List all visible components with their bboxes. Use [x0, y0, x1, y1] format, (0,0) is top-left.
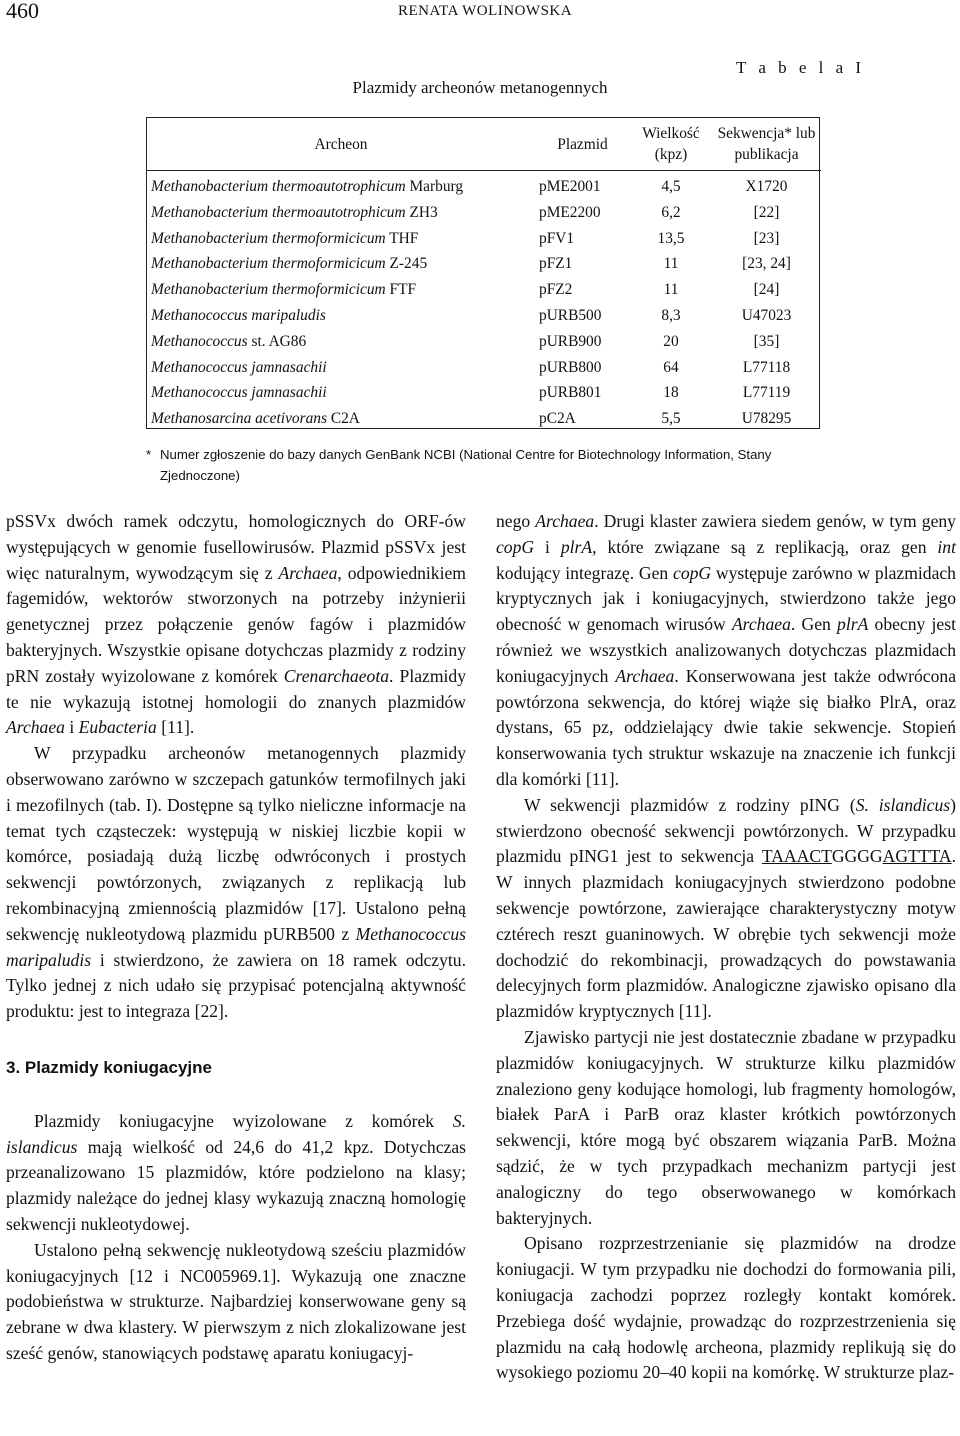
cell-size: 18 [663, 384, 679, 402]
strain-name: C2A [330, 410, 360, 428]
cell-archeon [147, 171, 535, 200]
cell-size: 6,2 [661, 203, 681, 221]
cell-reference: X1720 [745, 178, 788, 195]
table-header-row [147, 118, 821, 171]
header-size [630, 118, 712, 171]
right-paragraph-4: Opisano rozprzestrzenianie się plazmidów na drodze koniugacji. W tym przypadku nie dochodzi do formowania pili, koniugacja zachodzi poprzez rozległy kontakt komórek. Przebiega dość wydajnie, prowadząc do rozprzestrzenienia się plazmidu na całą hodowlę archeona, plazmidy replikują się do wysokiego poziomu 20–40 kopii na komórkę. W strukturze plaz- [496, 1233, 956, 1383]
organism-name: Methanosarcina acetivorans [151, 410, 327, 428]
table-row [147, 251, 821, 277]
cell-reference: [35] [753, 332, 780, 350]
organism-name: Methanococcus jamnasachii [151, 384, 327, 402]
header-archeon: Archeon [314, 135, 368, 153]
cell-size: 8,3 [661, 306, 681, 324]
cell-size: 64 [663, 358, 679, 376]
table-body [147, 171, 821, 432]
footnote-text: Numer zgłoszenie do bazy danych GenBank NCBI (National Centre for Biotechnology Information, Stany Zjednoczone) [160, 447, 772, 483]
table-row [147, 406, 821, 432]
cell-plazmid: pURB900 [539, 332, 602, 350]
cell-plazmid: pC2A [539, 410, 576, 428]
header-reference-text: Sekwencja* lub publikacja [717, 125, 816, 163]
strain-name: THF [389, 229, 419, 247]
table-row [147, 277, 821, 303]
organism-name: Methanobacterium thermoautotrophicum [151, 203, 406, 221]
table-row [147, 355, 821, 381]
cell-size: 5,5 [661, 410, 681, 428]
plasmid-table-grid [147, 118, 821, 432]
header-size-text: Wielkość (kpz) [642, 125, 700, 163]
cell-size: 20 [663, 332, 679, 350]
cell-size: 11 [663, 281, 679, 299]
cell-archeon [147, 406, 535, 432]
cell-archeon [147, 251, 535, 277]
cell-archeon [147, 380, 535, 406]
cell-plazmid: pFZ1 [539, 255, 573, 273]
plasmid-table [146, 117, 820, 429]
cell-size: 4,5 [661, 178, 681, 195]
running-head-author: RENATA WOLINOWSKA [398, 3, 573, 19]
cell-archeon [147, 355, 535, 381]
left-paragraph-1: pSSVx dwóch ramek odczytu, homologicznych do ORF-ów występujących w genomie fusellowirusów. Plazmid pSSVx jest więc naturalnym, wywodzącym się z Archaea, odpowiednikiem fagemidów, wektorów stworzonych na potrzeby inżynierii genetycznej przez połączenie genów fagów i plazmidów bakteryjnych. Wszystkie opisane dotychczas plazmidy z rodziny pRN zostały wyizolowane z komórek Crenarchaeota. Plazmidy te nie wykazują istotnej homologii do znanych plazmidów Archaea i Eubacteria [11]. [6, 511, 466, 738]
strain-name: ZH3 [409, 203, 438, 221]
header-reference [712, 118, 821, 171]
strain-name: st. AG86 [251, 332, 307, 350]
table-row [147, 200, 821, 226]
cell-reference: [23] [753, 229, 780, 247]
table-row [147, 329, 821, 355]
organism-name: Methanobacterium thermoformicicum [151, 229, 386, 247]
table-row [147, 171, 821, 200]
table-row [147, 226, 821, 252]
left-paragraph-3: Plazmidy koniugacyjne wyizolowane z komórek S. islandicus mają wielkość od 24,6 do 41,2 kpz. Dotychczas przeanalizowano 15 plazmidów, które podzielono na klasy; plazmidy należące do jednej klasy wykazują znaczną homologię sekwencji nukleotydowej. [6, 1110, 466, 1234]
section-heading: 3. Plazmidy koniugacyjne [6, 1057, 212, 1077]
right-column [496, 509, 956, 1386]
cell-size: 11 [663, 255, 679, 273]
strain-name: Marburg [409, 178, 464, 195]
cell-reference: L77118 [742, 358, 791, 376]
page-number: 460 [6, 0, 39, 23]
cell-reference: U78295 [741, 410, 792, 428]
cell-reference: [23, 24] [742, 255, 791, 273]
footnote-star: * [146, 447, 152, 462]
cell-reference: [22] [753, 203, 780, 221]
cell-size: 13,5 [657, 229, 685, 247]
table-footnote [146, 444, 826, 486]
left-paragraph-2: W przypadku archeonów metanogennych plazmidy obserwowano zarówno w szczepach gatunków termofilnych jaki i mezofilnych (tab. I). Dostępne są tylko nieliczne informacje na temat tych cząsteczek: występują w niskiej liczbie kopii w komórce, posiadają dużą liczbę odwróconych i prostych sekwencji powtórzonych, związanych z replikacją lub rekombinacyjną zmiennością plazmidów [17]. Ustalono pełną sekwencję nukleotydową plazmidu pURB500 z Methanococcus maripaludis i stwierdzono, że zawiera on 18 ramek odczytu. Tylko jednej z nich udało się przypisać potencjalną aktywność produktu: jest to integraza [22]. [6, 743, 466, 1022]
cell-plazmid: pME2200 [539, 203, 601, 221]
table-caption: Plazmidy archeonów metanogennych [352, 78, 608, 97]
cell-plazmid: pME2001 [539, 178, 601, 195]
strain-name: FTF [389, 281, 417, 299]
cell-archeon [147, 226, 535, 252]
right-paragraph-1: nego Archaea. Drugi klaster zawiera siedem genów, w tym geny copG i plrA, które związane są z replikacją, oraz gen int kodujący integrazę. Gen copG występuje zarówno w plazmidach kryptycznych jak i koniugacyjnych, stwierdzono także jego obecność w genomach wirusów Archaea. Gen plrA obecny jest również we wszystkich analizowanych dotychczas plazmidach koniugacyjnych Archaea. Konserwowana jest także odwrócona powtórzona sekwencja, do której wiąże się białko PlrA, oraz dystans, 65 pz, oddzielający dwie takie sekwencje. Stopień konserwowania tych struktur wskazuje na znaczenie ich funkcji dla komórki [11]. [496, 511, 956, 789]
right-paragraph-3: Zjawisko partycji nie jest dostatecznie zbadane w przypadku plazmidów koniugacyjnych. W strukturze kilku plazmidów znaleziono geny kodujące homologi, lub fragmenty homologów, białek ParA i ParB oraz klaster krótkich powtórzonych sekwencji, które mogą być obszarem wiązania ParB. Można sądzić, że w tych przypadkach mechanizm partycji jest analogiczny do tego obserwowanego w komórkach bakteryjnych. [496, 1026, 956, 1228]
header-plazmid: Plazmid [557, 135, 608, 153]
cell-archeon [147, 277, 535, 303]
organism-name: Methanococcus jamnasachii [151, 358, 327, 376]
cell-reference: U47023 [741, 306, 792, 324]
table-row [147, 303, 821, 329]
cell-archeon [147, 303, 535, 329]
left-paragraph-4: Ustalono pełną sekwencję nukleotydową sześciu plazmidów koniugacyjnych [12 i NC005969.1]. Wykazują one znaczne podobieństwa w strukturze. Najbardziej konserwowane geny są zebrane w dwa klastery. W pierwszym z nich zlokalizowane jest sześć genów, stanowiących podstawę aparatu koniugacyj- [6, 1239, 466, 1363]
cell-plazmid: pURB800 [539, 358, 602, 376]
right-paragraph-2: W sekwencji plazmidów z rodziny pING (S. islandicus) stwierdzono obecność sekwencji powtórzonych. W przypadku plazmidu pING1 jest to sekwencja TAAACTGGGGAGTTTA. W innych plazmidach koniugacyjnych stwierdzono podobne sekwencje powtórzone, zawierające charakterystyczny motyw cztérech reszt guaninowych. W obrębie tych sekwencji może dochodzić do rekombinacji, prowadzących do powstawania delecyjnych form plazmidów. Analogiczne zjawisko opisano dla plazmidów kryptycznych [11]. [496, 794, 956, 1022]
cell-archeon [147, 329, 535, 355]
strain-name: Z-245 [389, 255, 428, 273]
cell-archeon [147, 200, 535, 226]
organism-name: Methanobacterium thermoformicicum [151, 281, 386, 299]
cell-reference: [24] [753, 281, 780, 299]
cell-reference: L77119 [742, 384, 791, 402]
cell-plazmid: pFZ2 [539, 281, 573, 299]
table-label: T a b e l a I [736, 58, 866, 77]
organism-name: Methanococcus maripaludis [151, 306, 326, 324]
organism-name: Methanobacterium thermoformicicum [151, 255, 386, 273]
cell-plazmid: pURB500 [539, 306, 602, 324]
organism-name: Methanococcus [151, 332, 248, 350]
left-column [6, 509, 466, 1367]
cell-plazmid: pURB801 [539, 384, 602, 402]
table-row [147, 380, 821, 406]
organism-name: Methanobacterium thermoautotrophicum [151, 178, 406, 195]
cell-plazmid: pFV1 [539, 229, 575, 247]
